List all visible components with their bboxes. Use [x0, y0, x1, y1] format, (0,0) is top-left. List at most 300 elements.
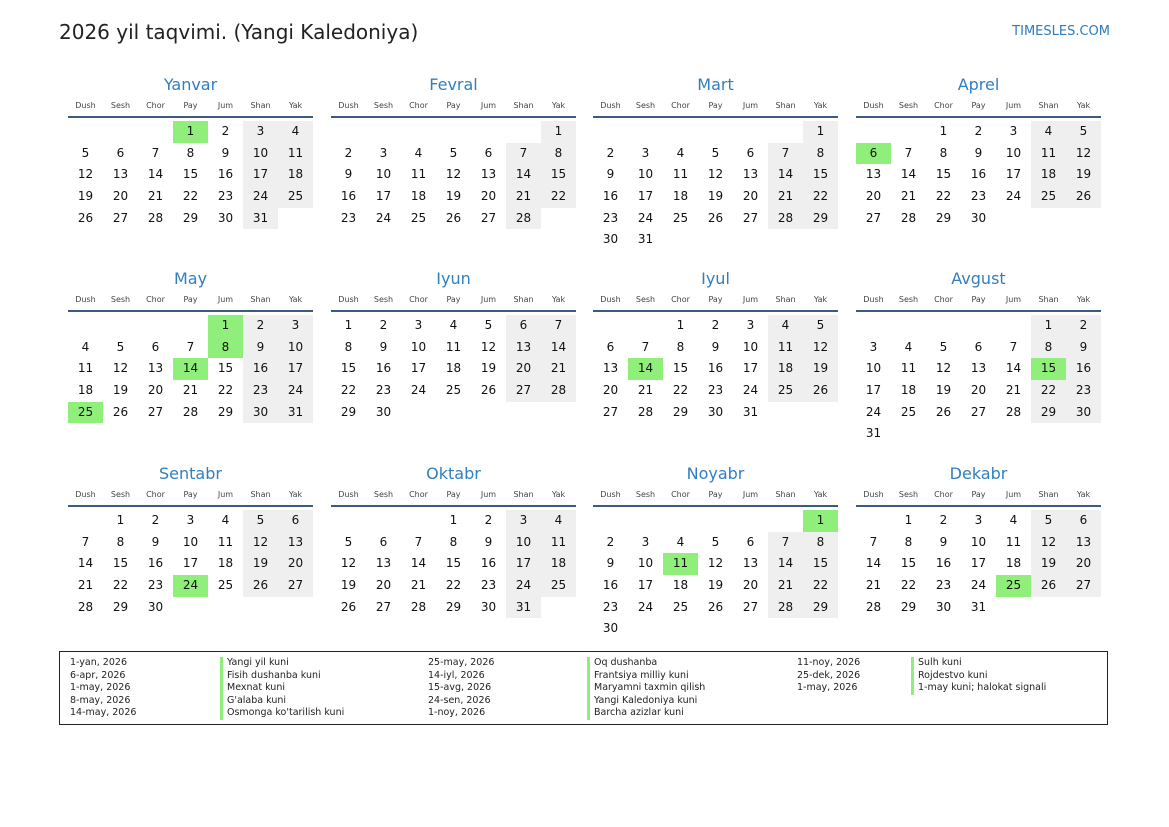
- weekday-label: Jum: [480, 295, 497, 304]
- weekday-label: Pay: [971, 295, 986, 304]
- day-cell: 19: [445, 189, 462, 204]
- day-cell: 16: [243, 358, 278, 380]
- day-cell: 22: [541, 186, 576, 208]
- weekday-label: Chor: [409, 490, 428, 499]
- day-cell: 29: [803, 597, 838, 619]
- legend-holiday-name: Maryamni taxmin qilish: [587, 682, 705, 695]
- weekday-label: Yak: [288, 490, 303, 499]
- day-cell: 11: [445, 339, 462, 354]
- day-cell: 6: [746, 534, 755, 549]
- day-cell: 13: [742, 167, 759, 182]
- day-cell: 1: [676, 318, 685, 332]
- empty-cell: [593, 315, 628, 337]
- day-cell: 21: [637, 383, 654, 398]
- weekday-label: Dush: [75, 490, 96, 499]
- empty-cell: [331, 510, 366, 532]
- day-cell: 20: [278, 553, 313, 575]
- day-cell: 26: [77, 210, 94, 225]
- day-cell: 4: [768, 315, 803, 337]
- weekday-label: Jum: [217, 101, 234, 110]
- month-aprel: [856, 74, 1101, 229]
- day-cell: 18: [541, 553, 576, 575]
- day-cell: 31: [278, 402, 313, 424]
- weekday-label: Chor: [934, 101, 953, 110]
- weekday-label: Yak: [551, 295, 566, 304]
- month-iyul: [593, 268, 838, 423]
- day-cell: 10: [278, 337, 313, 359]
- month-name: Iyun: [436, 269, 471, 288]
- day-cell: 9: [606, 167, 615, 182]
- day-cell: 8: [904, 534, 913, 549]
- day-cell: 2: [379, 318, 388, 332]
- holiday-day-cell: 14: [628, 358, 663, 380]
- day-cell: 2: [606, 145, 615, 160]
- day-cell: 13: [602, 361, 619, 376]
- legend-date: 1-yan, 2026: [70, 657, 127, 668]
- day-cell: 18: [445, 361, 462, 376]
- day-cell: 13: [865, 167, 882, 182]
- holiday-day-cell: 6: [856, 143, 891, 165]
- day-cell: 25: [768, 380, 803, 402]
- day-cell: 6: [379, 534, 388, 549]
- day-cell: 28: [410, 599, 427, 614]
- day-cell: 26: [935, 404, 952, 419]
- weekday-label: Shan: [775, 295, 796, 304]
- day-cell: 19: [803, 358, 838, 380]
- month-name: Iyul: [701, 269, 730, 288]
- weekday-header: [593, 96, 838, 118]
- day-cell: 15: [803, 164, 838, 186]
- weekday-label: Yak: [288, 101, 303, 110]
- weekday-header: [856, 485, 1101, 507]
- day-cell: 26: [1066, 186, 1101, 208]
- day-cell: 28: [182, 404, 199, 419]
- day-cell: 16: [602, 189, 619, 204]
- day-cell: 7: [541, 315, 576, 337]
- day-cell: 20: [375, 578, 392, 593]
- day-cell: 10: [375, 167, 392, 182]
- day-cell: 19: [77, 189, 94, 204]
- weekday-label: Sesh: [373, 490, 394, 499]
- day-cell: 19: [243, 553, 278, 575]
- day-cell: 20: [742, 189, 759, 204]
- day-cell: 10: [410, 339, 427, 354]
- day-cell: 2: [243, 315, 278, 337]
- day-cell: 9: [711, 339, 720, 354]
- day-cell: 20: [480, 189, 497, 204]
- day-cell: 18: [672, 189, 689, 204]
- day-cell: 22: [182, 189, 199, 204]
- day-cell: 16: [340, 189, 357, 204]
- day-cell: 24: [1005, 189, 1022, 204]
- day-cell: 23: [147, 578, 164, 593]
- weekday-header: [331, 485, 576, 507]
- day-cell: 2: [484, 513, 493, 527]
- day-cell: 13: [480, 167, 497, 182]
- day-cell: 5: [939, 339, 948, 354]
- day-cell: 2: [606, 534, 615, 549]
- legend-date: 24-sen, 2026: [428, 694, 491, 706]
- day-cell: 24: [243, 186, 278, 208]
- empty-cell: [663, 121, 698, 143]
- day-cell: 31: [742, 404, 759, 419]
- day-cell: 20: [506, 358, 541, 380]
- day-cell: 17: [182, 556, 199, 571]
- days-grid: [593, 315, 838, 423]
- day-cell: 4: [904, 339, 913, 354]
- day-cell: 10: [1005, 145, 1022, 160]
- day-cell: 12: [1031, 532, 1066, 554]
- day-cell: 12: [77, 167, 94, 182]
- day-cell: 28: [541, 380, 576, 402]
- day-cell: 13: [112, 167, 129, 182]
- day-cell: 29: [182, 210, 199, 225]
- holiday-day-cell: 1: [173, 121, 208, 143]
- day-cell: 5: [81, 145, 90, 160]
- weekday-label: Shan: [775, 101, 796, 110]
- day-cell: 10: [970, 534, 987, 549]
- day-cell: 18: [900, 383, 917, 398]
- day-cell: 23: [217, 189, 234, 204]
- day-cell: 26: [445, 210, 462, 225]
- day-cell: 1: [904, 513, 913, 527]
- month-iyun: [331, 268, 576, 423]
- legend-date: 15-avg, 2026: [428, 682, 492, 694]
- month-yanvar: [68, 74, 313, 229]
- day-cell: 29: [900, 599, 917, 614]
- weekday-label: Yak: [1076, 490, 1091, 499]
- day-cell: 28: [768, 597, 803, 619]
- day-cell: 30: [375, 404, 392, 419]
- day-cell: 3: [379, 145, 388, 160]
- day-cell: 26: [1031, 575, 1066, 597]
- site-link[interactable]: TIMESLES.COM: [1012, 24, 1110, 39]
- legend-holiday-name: Osmonga ko'tarilish kuni: [220, 707, 344, 720]
- day-cell: 4: [221, 513, 230, 527]
- holiday-legend: [59, 651, 1108, 725]
- day-cell: 24: [410, 383, 427, 398]
- month-name: May: [173, 269, 208, 288]
- weekday-label: Jum: [217, 295, 234, 304]
- day-cell: 17: [506, 553, 541, 575]
- day-cell: 30: [147, 599, 164, 614]
- empty-cell: [401, 121, 436, 143]
- day-cell: 30: [243, 402, 278, 424]
- month-name: Dekabr: [949, 464, 1008, 483]
- day-cell: 24: [278, 380, 313, 402]
- day-cell: 3: [869, 339, 878, 354]
- day-cell: 5: [484, 318, 493, 332]
- legend-date: 25-may, 2026: [428, 657, 495, 668]
- weekday-label: Sesh: [373, 101, 394, 110]
- legend-holiday-name: Yangi yil kuni: [220, 657, 289, 670]
- weekday-label: Yak: [813, 101, 828, 110]
- day-cell: 23: [243, 380, 278, 402]
- weekday-label: Pay: [971, 101, 986, 110]
- day-cell: 17: [865, 383, 882, 398]
- day-cell: 14: [147, 167, 164, 182]
- days-grid: [593, 510, 838, 640]
- day-cell: 12: [707, 556, 724, 571]
- day-cell: 10: [637, 556, 654, 571]
- month-name: Mart: [697, 75, 734, 94]
- day-cell: 20: [602, 383, 619, 398]
- holiday-day-cell: 25: [996, 575, 1031, 597]
- day-cell: 9: [606, 556, 615, 571]
- empty-cell: [593, 121, 628, 143]
- day-cell: 4: [1031, 121, 1066, 143]
- day-cell: 15: [935, 167, 952, 182]
- weekday-label: Yak: [551, 101, 566, 110]
- day-cell: 11: [768, 337, 803, 359]
- day-cell: 12: [707, 167, 724, 182]
- day-cell: 30: [935, 599, 952, 614]
- weekday-label: Shan: [1038, 101, 1059, 110]
- day-cell: 19: [707, 578, 724, 593]
- weekday-label: Sesh: [635, 101, 656, 110]
- weekday-label: Shan: [1038, 295, 1059, 304]
- day-cell: 21: [865, 578, 882, 593]
- day-cell: 10: [742, 339, 759, 354]
- days-grid: [331, 121, 576, 229]
- month-dekabr: [856, 463, 1101, 618]
- month-oktabr: [331, 463, 576, 618]
- day-cell: 8: [939, 145, 948, 160]
- day-cell: 17: [637, 189, 654, 204]
- empty-cell: [768, 121, 803, 143]
- holiday-day-cell: 15: [1031, 358, 1066, 380]
- day-cell: 20: [970, 383, 987, 398]
- day-cell: 27: [147, 404, 164, 419]
- day-cell: 20: [112, 189, 129, 204]
- month-name: Oktabr: [426, 464, 481, 483]
- day-cell: 16: [935, 556, 952, 571]
- day-cell: 27: [865, 210, 882, 225]
- day-cell: 4: [278, 121, 313, 143]
- day-cell: 26: [803, 380, 838, 402]
- empty-cell: [173, 315, 208, 337]
- day-cell: 15: [541, 164, 576, 186]
- weekday-label: Pay: [971, 490, 986, 499]
- empty-cell: [733, 121, 768, 143]
- empty-cell: [891, 121, 926, 143]
- day-cell: 16: [147, 556, 164, 571]
- day-cell: 24: [970, 578, 987, 593]
- day-cell: 13: [278, 532, 313, 554]
- day-cell: 31: [637, 232, 654, 247]
- legend-date: 8-may, 2026: [70, 694, 131, 706]
- day-cell: 2: [939, 513, 948, 527]
- day-cell: 6: [1066, 510, 1101, 532]
- day-cell: 14: [410, 556, 427, 571]
- empty-cell: [68, 510, 103, 532]
- weekday-label: Pay: [708, 295, 723, 304]
- day-cell: 21: [182, 383, 199, 398]
- day-cell: 20: [865, 189, 882, 204]
- day-cell: 9: [484, 534, 493, 549]
- weekday-label: Shan: [775, 490, 796, 499]
- day-cell: 3: [641, 145, 650, 160]
- day-cell: 18: [217, 556, 234, 571]
- day-cell: 16: [602, 578, 619, 593]
- day-cell: 28: [637, 404, 654, 419]
- day-cell: 25: [900, 404, 917, 419]
- day-cell: 27: [1066, 575, 1101, 597]
- day-cell: 5: [803, 315, 838, 337]
- day-cell: 25: [672, 599, 689, 614]
- day-cell: 8: [449, 534, 458, 549]
- day-cell: 5: [449, 145, 458, 160]
- holiday-day-cell: 25: [68, 402, 103, 424]
- page-title: 2026 yil taqvimi. (Yangi Kaledoniya): [59, 20, 419, 44]
- empty-cell: [471, 121, 506, 143]
- day-cell: 20: [147, 383, 164, 398]
- weekday-label: Chor: [409, 295, 428, 304]
- day-cell: 10: [243, 143, 278, 165]
- weekday-label: Chor: [409, 101, 428, 110]
- day-cell: 4: [541, 510, 576, 532]
- day-cell: 29: [672, 404, 689, 419]
- weekday-label: Jum: [217, 490, 234, 499]
- weekday-label: Yak: [813, 490, 828, 499]
- day-cell: 5: [1031, 510, 1066, 532]
- day-cell: 2: [221, 124, 230, 138]
- weekday-label: Chor: [146, 101, 165, 110]
- day-cell: 12: [935, 361, 952, 376]
- day-cell: 7: [506, 143, 541, 165]
- weekday-header: [68, 290, 313, 312]
- day-cell: 27: [480, 210, 497, 225]
- weekday-header: [331, 290, 576, 312]
- holiday-day-cell: 1: [208, 315, 243, 337]
- weekday-label: Chor: [671, 295, 690, 304]
- legend-holiday-name: Sulh kuni: [911, 657, 962, 670]
- day-cell: 21: [541, 358, 576, 380]
- day-cell: 11: [77, 361, 94, 376]
- day-cell: 7: [768, 532, 803, 554]
- empty-cell: [891, 315, 926, 337]
- day-cell: 12: [340, 556, 357, 571]
- weekday-label: Dush: [338, 490, 359, 499]
- day-cell: 21: [506, 186, 541, 208]
- weekday-label: Sesh: [898, 101, 919, 110]
- day-cell: 15: [340, 361, 357, 376]
- legend-date: 1-may, 2026: [70, 682, 131, 694]
- day-cell: 24: [637, 599, 654, 614]
- day-cell: 25: [445, 383, 462, 398]
- day-cell: 21: [768, 575, 803, 597]
- day-cell: 31: [970, 599, 987, 614]
- weekday-header: [593, 290, 838, 312]
- day-cell: 18: [410, 189, 427, 204]
- day-cell: 21: [147, 189, 164, 204]
- day-cell: 2: [711, 318, 720, 332]
- day-cell: 8: [344, 339, 353, 354]
- day-cell: 8: [676, 339, 685, 354]
- weekday-label: Pay: [183, 490, 198, 499]
- day-cell: 7: [1009, 339, 1018, 354]
- day-cell: 26: [340, 599, 357, 614]
- day-cell: 15: [803, 553, 838, 575]
- weekday-label: Shan: [250, 490, 271, 499]
- day-cell: 6: [278, 510, 313, 532]
- legend-holiday-name: Frantsiya milliy kuni: [587, 670, 689, 683]
- weekday-label: Dush: [338, 295, 359, 304]
- day-cell: 28: [77, 599, 94, 614]
- weekday-header: [856, 96, 1101, 118]
- weekday-label: Dush: [338, 101, 359, 110]
- empty-cell: [961, 315, 996, 337]
- day-cell: 25: [1031, 186, 1066, 208]
- day-cell: 28: [900, 210, 917, 225]
- legend-date: 1-noy, 2026: [428, 707, 486, 719]
- empty-cell: [663, 510, 698, 532]
- day-cell: 7: [768, 143, 803, 165]
- empty-cell: [628, 315, 663, 337]
- month-name: Fevral: [429, 75, 478, 94]
- day-cell: 29: [935, 210, 952, 225]
- day-cell: 15: [112, 556, 129, 571]
- day-cell: 28: [1005, 404, 1022, 419]
- day-cell: 18: [77, 383, 94, 398]
- day-cell: 22: [1031, 380, 1066, 402]
- weekday-label: Pay: [708, 490, 723, 499]
- day-cell: 11: [1031, 143, 1066, 165]
- day-cell: 25: [410, 210, 427, 225]
- day-cell: 7: [904, 145, 913, 160]
- day-cell: 11: [410, 167, 427, 182]
- day-cell: 9: [151, 534, 160, 549]
- day-cell: 1: [803, 121, 838, 143]
- day-cell: 24: [506, 575, 541, 597]
- day-cell: 9: [243, 337, 278, 359]
- day-cell: 30: [1066, 402, 1101, 424]
- weekday-label: Pay: [446, 295, 461, 304]
- day-cell: 6: [151, 339, 160, 354]
- day-cell: 21: [1005, 383, 1022, 398]
- day-cell: 8: [116, 534, 125, 549]
- day-cell: 22: [803, 575, 838, 597]
- day-cell: 9: [221, 145, 230, 160]
- day-cell: 29: [340, 404, 357, 419]
- day-cell: 21: [77, 578, 94, 593]
- day-cell: 8: [1031, 337, 1066, 359]
- day-cell: 10: [182, 534, 199, 549]
- empty-cell: [68, 315, 103, 337]
- day-cell: 26: [707, 599, 724, 614]
- weekday-header: [68, 96, 313, 118]
- day-cell: 11: [278, 143, 313, 165]
- day-cell: 12: [803, 337, 838, 359]
- weekday-label: Dush: [863, 295, 884, 304]
- weekday-label: Dush: [75, 101, 96, 110]
- day-cell: 19: [1031, 553, 1066, 575]
- days-grid: [68, 510, 313, 618]
- weekday-label: Jum: [480, 101, 497, 110]
- day-cell: 13: [506, 337, 541, 359]
- day-cell: 11: [1005, 534, 1022, 549]
- weekday-label: Pay: [183, 101, 198, 110]
- weekday-label: Chor: [671, 101, 690, 110]
- day-cell: 13: [1066, 532, 1101, 554]
- month-sentabr: [68, 463, 313, 618]
- day-cell: 18: [768, 358, 803, 380]
- day-cell: 21: [410, 578, 427, 593]
- day-cell: 27: [742, 210, 759, 225]
- legend-date: 11-noy, 2026: [797, 657, 861, 668]
- day-cell: 14: [541, 337, 576, 359]
- day-cell: 2: [1066, 315, 1101, 337]
